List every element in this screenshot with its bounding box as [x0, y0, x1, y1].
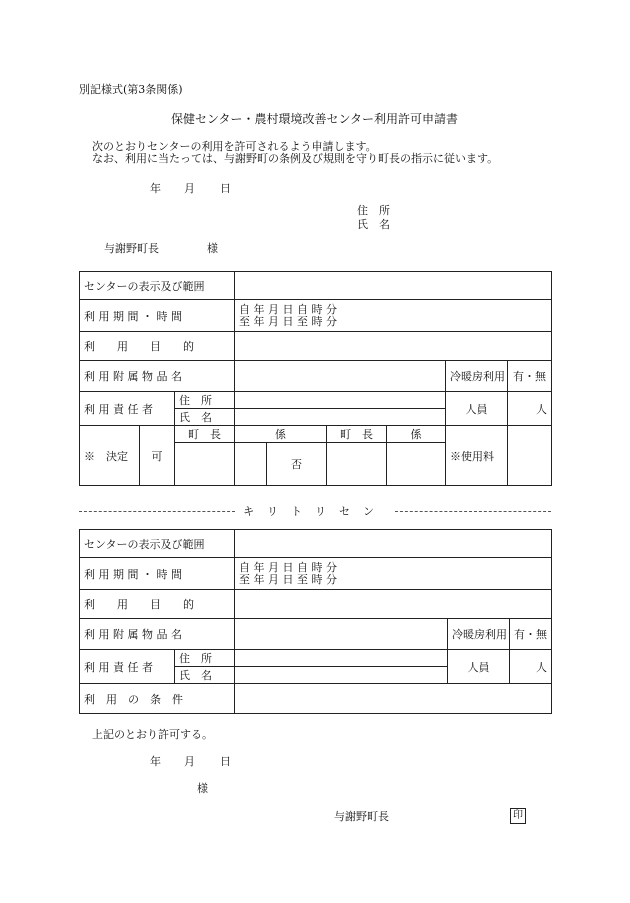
permit-year-label: 年	[150, 755, 161, 768]
intro-line-2: なお、利用に当たっては、与謝野町の条例及び規則を守り町長の指示に従います。	[92, 152, 499, 165]
deny-mayor-stamp[interactable]	[327, 443, 387, 486]
permit-responsible-name-input[interactable]	[235, 667, 448, 684]
permit-responsible-address-input[interactable]	[235, 650, 448, 667]
permit-period-label: 利 用 期 間 ・ 時 間	[80, 558, 235, 590]
equipment-label: 利 用 附 属 物 品 名	[80, 361, 235, 392]
permit-period-row	[80, 558, 552, 590]
cut-dash-right	[395, 511, 551, 512]
permit-period-input[interactable]	[235, 558, 552, 590]
approve-mayor-label: 町 長	[175, 426, 235, 443]
from-label: 自	[239, 302, 250, 316]
permit-day-label: 日	[220, 755, 231, 768]
permit-period-to: 至 年 月 日 至 時 分	[239, 572, 337, 586]
date-day-label: 日	[220, 182, 231, 195]
center-label: センターの表示及び範囲	[80, 272, 235, 300]
permission-statement: 上記のとおり許可する。	[92, 728, 213, 741]
deny-staff-label: 係	[387, 426, 446, 443]
permit-form-table	[79, 529, 552, 714]
permit-conditions-row	[80, 684, 552, 714]
aircon-choice[interactable]: 有・無	[508, 361, 552, 392]
permit-month-label: 月	[184, 755, 195, 768]
center-input[interactable]	[235, 272, 552, 300]
permit-period-from: 自 年 月 日 自 時 分	[239, 560, 337, 574]
issuer-name: 与謝野町長	[334, 810, 389, 823]
addressee-name: 与謝野町長	[104, 242, 159, 255]
permit-aircon-label: 冷暖房利用	[448, 619, 510, 650]
purpose-row	[80, 332, 552, 361]
period-row	[80, 300, 552, 332]
form-number: 別記様式(第3条関係)	[79, 83, 183, 96]
permit-honorific: 様	[197, 782, 208, 795]
application-form-table	[79, 271, 552, 486]
permit-purpose-row	[80, 590, 552, 619]
cut-line-text: キリトリセン	[243, 505, 387, 518]
permit-equipment-label: 利 用 附 属 物 品 名	[80, 619, 235, 650]
purpose-label: 利 用 目 的	[80, 332, 235, 361]
date-year-label: 年	[150, 182, 161, 195]
responsible-address-row	[80, 392, 552, 409]
responsible-address-label: 住 所	[175, 392, 235, 409]
decision-label-cell: ※ 決定	[80, 426, 140, 486]
permit-center-label: センターの表示及び範囲	[80, 530, 235, 558]
approve-staff-stamp[interactable]	[235, 443, 267, 486]
approve-mayor-stamp[interactable]	[175, 443, 235, 486]
permit-people-label: 人員	[448, 650, 510, 684]
responsible-address-input[interactable]	[235, 392, 446, 409]
permit-purpose-input[interactable]	[235, 590, 552, 619]
permit-responsible-address-row	[80, 650, 552, 667]
cut-line	[79, 503, 551, 519]
permit-conditions-label: 利 用 の 条 件	[80, 684, 235, 714]
deny-mayor-label: 町 長	[327, 426, 387, 443]
approve-label: 可	[140, 426, 175, 486]
deny-label: 否	[267, 443, 327, 486]
period-input[interactable]	[235, 300, 552, 332]
intro-line-1: 次のとおりセンターの利用を許可されるよう申請します。	[92, 140, 377, 153]
decision-header-row	[80, 426, 552, 443]
responsible-name-input[interactable]	[235, 409, 446, 426]
applicant-name-label: 氏 名	[357, 218, 390, 231]
seal-stamp: 印	[510, 808, 526, 824]
approve-staff-label: 係	[235, 426, 327, 443]
fee-input[interactable]	[508, 426, 552, 486]
permit-purpose-label: 利 用 目 的	[80, 590, 235, 619]
permit-people-input[interactable]: 人	[510, 650, 552, 684]
permit-responsible-label: 利 用 責 任 者	[80, 650, 175, 684]
equipment-row	[80, 361, 552, 392]
applicant-address-label: 住 所	[357, 204, 390, 217]
equipment-input[interactable]	[235, 361, 446, 392]
people-label: 人員	[446, 392, 508, 426]
period-to: 至 年 月 日 至 時 分	[239, 314, 337, 328]
fee-label: ※使用料	[446, 426, 508, 486]
to-label: 至	[239, 314, 250, 328]
permit-center-input[interactable]	[235, 530, 552, 558]
responsible-label: 利 用 責 任 者	[80, 392, 175, 426]
permit-responsible-name-label: 氏 名	[175, 667, 235, 684]
period-from: 自 年 月 日 自 時 分	[239, 302, 337, 316]
addressee-honorific: 様	[207, 242, 218, 255]
permit-center-row	[80, 530, 552, 558]
permit-equipment-row	[80, 619, 552, 650]
people-input[interactable]: 人	[508, 392, 552, 426]
date-month-label: 月	[184, 182, 195, 195]
period-label: 利 用 期 間 ・ 時 間	[80, 300, 235, 332]
center-row	[80, 272, 552, 300]
responsible-name-label: 氏 名	[175, 409, 235, 426]
permit-responsible-address-label: 住 所	[175, 650, 235, 667]
permit-aircon-choice[interactable]: 有・無	[510, 619, 552, 650]
purpose-input[interactable]	[235, 332, 552, 361]
cut-dash-left	[79, 511, 235, 512]
deny-staff-stamp[interactable]	[387, 443, 446, 486]
permit-equipment-input[interactable]	[235, 619, 448, 650]
permit-conditions-input[interactable]	[235, 684, 552, 714]
document-title: 保健センター・農村環境改善センター利用許可申請書	[171, 112, 459, 126]
aircon-label: 冷暖房利用	[446, 361, 508, 392]
